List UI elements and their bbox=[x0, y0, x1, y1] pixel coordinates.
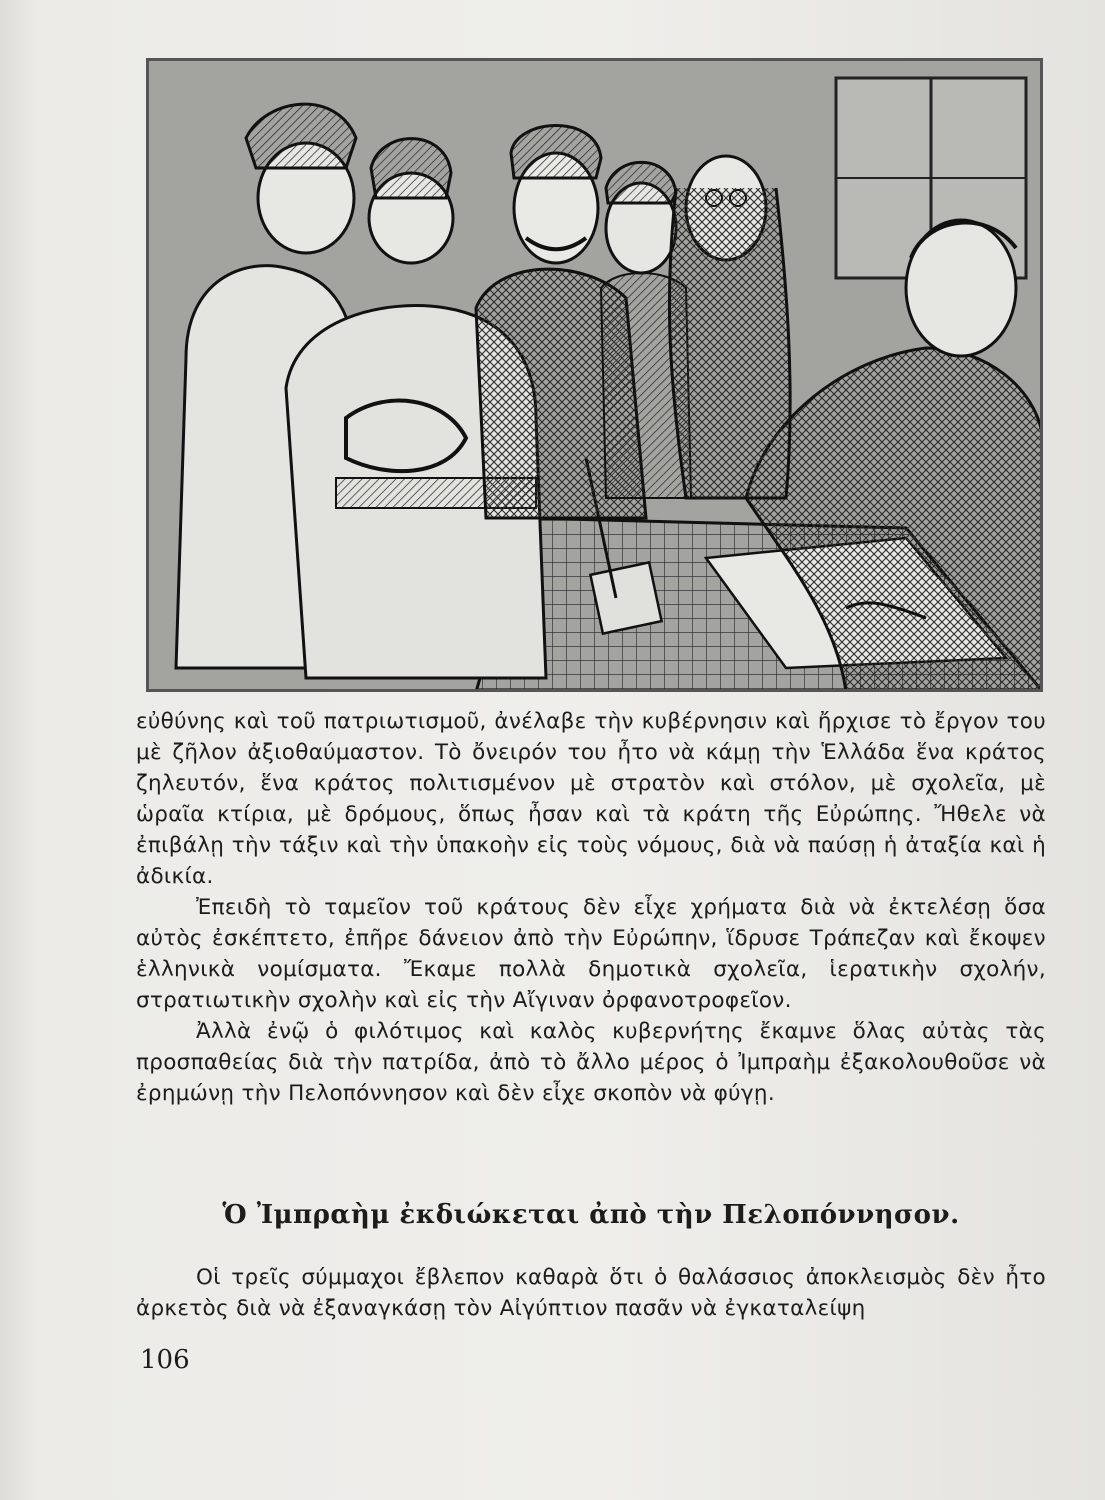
illustration-drawing bbox=[146, 58, 1043, 692]
paragraph-continuation: εὐθύνης καὶ τοῦ πατριωτισμοῦ, ἀνέλαβε τὴν κυβέρνησιν καὶ ἤρχισε τὸ ἔργον του μὲ ζῆλον ἀξιοθαύμαστον. Τὸ ὄνειρόν του ἦτο νὰ κάμῃ τὴν Ἑλλάδα ἕνα κράτος ζηλευτόν, ἕνα κράτος πολιτισμένον μὲ στρατὸν καὶ στόλον, μὲ σχολεῖα, μὲ ὡραῖα κτίρια, μὲ δρόμους, ὅπως ἦσαν καὶ τὰ κράτη τῆς Εὐρώπης. Ἤθελε νὰ ἐπιβάλῃ τὴν τάξιν καὶ τὴν ὑπακοὴν εἰς τοὺς νόμους, διὰ νὰ παύσῃ ἡ ἀταξία καὶ ἡ ἀδικία. bbox=[136, 709, 1046, 889]
page-number: 106 bbox=[140, 1345, 190, 1375]
illustration bbox=[146, 58, 1043, 692]
body-text-top bbox=[136, 706, 1046, 1109]
paragraph-treasury: Ἐπειδὴ τὸ ταμεῖον τοῦ κράτους δὲν εἶχε χρήματα διὰ νὰ ἐκτελέσῃ ὅσα αὐτὸς ἐσκέπτετο, ἐπῆρε δάνειον ἀπὸ τὴν Εὐρώπην, ἵδρυσε Τράπεζαν καὶ ἔκοψεν ἑλληνικὰ νομίσματα. Ἔκαμε πολλὰ δημοτικὰ σχολεῖα, ἱερατικὴν σχολήν, στρατιωτικὴν σχολὴν καὶ εἰς τὴν Αἴγιναν ὀρφανοτροφεῖον. bbox=[136, 895, 1046, 1013]
section-heading: Ὁ Ἰμπραὴμ ἐκδιώκεται ἀπὸ τὴν Πελοπόννησον. bbox=[222, 1200, 960, 1230]
paragraph-ibrahim: Ἀλλὰ ἐνῷ ὁ φιλότιμος καὶ καλὸς κυβερνήτης ἔκαμνε ὅλας αὐτὰς τὰς προσπαθείας διὰ τὴν πατρίδα, ἀπὸ τὸ ἄλλο μέρος ὁ Ἰμπραὴμ ἐξακολουθοῦσε νὰ ἐρημώνῃ τὴν Πελοπόννησον καὶ δὲν εἶχε σκοπὸν νὰ φύγῃ. bbox=[136, 1019, 1046, 1106]
body-text-bottom bbox=[136, 1262, 1046, 1324]
paragraph-allies: Οἱ τρεῖς σύμμαχοι ἔβλεπον καθαρὰ ὅτι ὁ θαλάσσιος ἀποκλεισμὸς δὲν ἦτο ἀρκετὸς διὰ νὰ ἐξαναγκάσῃ τὸν Αἰγύπτιον πασᾶν νὰ ἐγκαταλείψη bbox=[136, 1265, 1046, 1321]
